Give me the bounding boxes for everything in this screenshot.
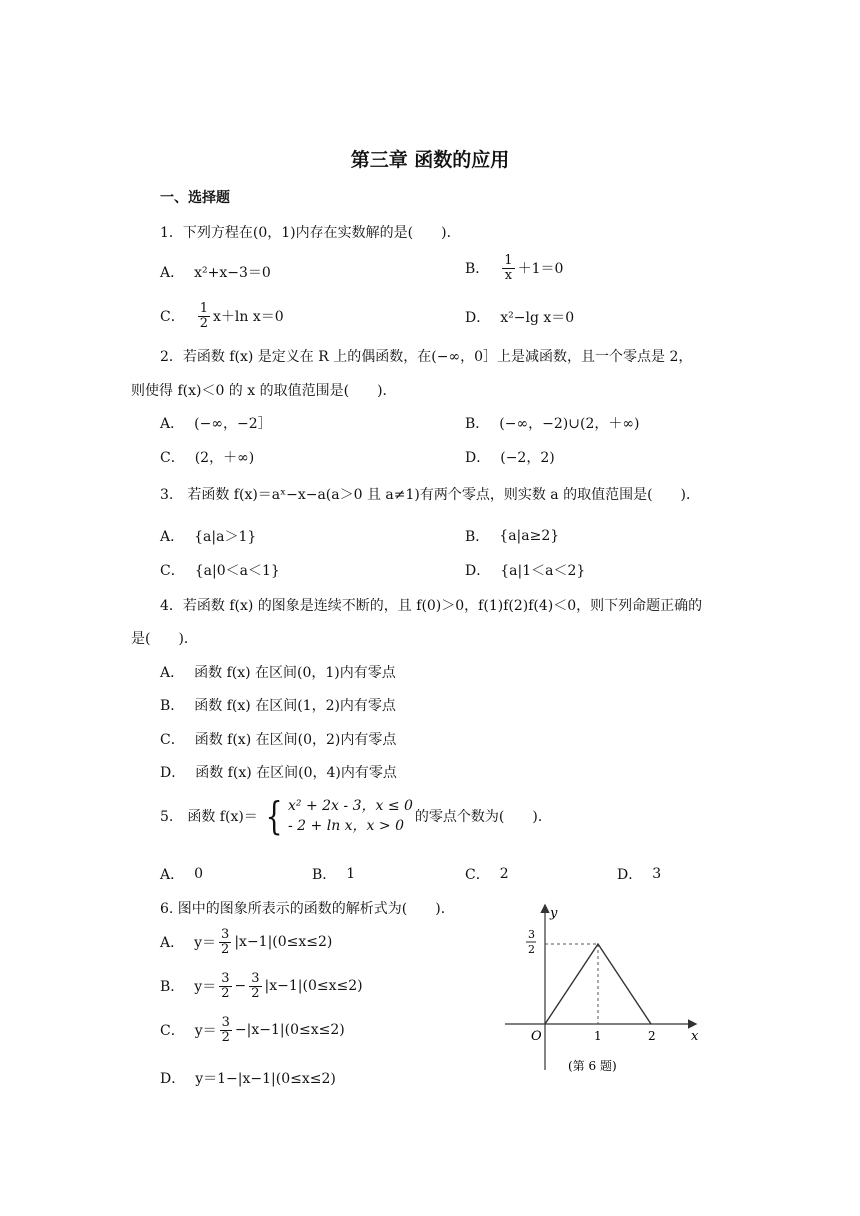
- option-label: B．: [465, 261, 490, 278]
- origin-label: O: [531, 1029, 542, 1044]
- q5-stem: [160, 796, 552, 837]
- q1-option-a[interactable]: [160, 262, 271, 282]
- q6-stem: 6. 图中的图象所表示的函数的解析式为( )．: [160, 901, 455, 917]
- fraction-numerator: 3: [221, 927, 230, 942]
- option-label: C．: [465, 867, 490, 883]
- fraction: [249, 972, 261, 1000]
- q4-option-c[interactable]: [160, 729, 396, 749]
- option-pre: y＝: [194, 979, 217, 996]
- q2-stem-line1: 2．若函数 f(x) 是定义在 R 上的偶函数，在(−∞，0］上是减函数，且一个零点是 2，: [160, 349, 693, 365]
- fraction-denominator: 2: [221, 985, 230, 1001]
- q1-option-b[interactable]: [465, 254, 563, 282]
- option-label: C．: [160, 450, 185, 466]
- option-label: A．: [160, 935, 185, 952]
- option-text: x²+x−3＝0: [194, 265, 271, 281]
- option-label: B．: [465, 529, 490, 545]
- q6-option-d[interactable]: [160, 1068, 336, 1088]
- fraction-numerator: 3: [221, 1015, 230, 1030]
- q2-option-d[interactable]: [465, 447, 555, 467]
- fraction-numerator: 1: [504, 253, 513, 268]
- option-text: 函数 f(x) 在区间(1，2)内有零点: [194, 698, 396, 714]
- option-label: B．: [160, 698, 185, 714]
- option-text: 2: [499, 866, 509, 882]
- fraction-denominator: 2: [221, 941, 230, 957]
- option-label: A．: [160, 867, 185, 883]
- option-text: 函数 f(x) 在区间(0，1)内有零点: [194, 665, 396, 681]
- fraction-numerator: 3: [221, 971, 230, 986]
- option-label: D．: [465, 310, 491, 326]
- option-label: D．: [465, 450, 491, 466]
- option-label: C．: [160, 563, 185, 579]
- q5-option-d[interactable]: [617, 864, 661, 884]
- q5-tail: 的零点个数为( )．: [414, 809, 552, 826]
- fraction-denominator: 2: [221, 1029, 230, 1045]
- option-label: A．: [160, 416, 185, 432]
- q5-option-c[interactable]: [465, 864, 509, 884]
- q4-stem-line2: 是( )．: [131, 631, 198, 647]
- fraction: [220, 1016, 232, 1044]
- left-brace: {: [265, 794, 283, 839]
- option-text: y＝1−|x−1|(0≤x≤2): [195, 1071, 336, 1087]
- option-text: ＋1＝0: [517, 261, 564, 278]
- option-text: (−∞，−2］: [194, 416, 272, 432]
- q4-stem-line1: 4．若函数 f(x) 的图象是连续不断的，且 f(0)＞0，f(1)f(2)f(4)＜0，则下列命题正确的: [160, 598, 703, 614]
- option-pre: y＝: [194, 1023, 217, 1040]
- option-label: D．: [617, 867, 643, 883]
- q6-graph-figure: [500, 900, 710, 1080]
- option-label: A．: [160, 665, 185, 681]
- option-text: |x−1|(0≤x≤2): [264, 978, 363, 995]
- y-axis-label: y: [550, 906, 558, 921]
- option-label: A．: [160, 265, 185, 281]
- x-tick-1: 1: [594, 1029, 602, 1043]
- option-text: 函数 f(x) 在区间(0，2)内有零点: [194, 732, 397, 748]
- option-text: 函数 f(x) 在区间(0，4)内有零点: [195, 765, 397, 781]
- option-text: {a|a≥2}: [499, 528, 560, 544]
- fraction-denominator: 2: [199, 315, 208, 331]
- option-text: |x−1|(0≤x≤2): [234, 934, 333, 951]
- q6-option-b[interactable]: [160, 972, 363, 1000]
- q1-option-d[interactable]: [465, 307, 574, 327]
- case-2: - 2 + ln x，x > 0: [288, 818, 404, 835]
- option-label: B．: [312, 867, 337, 883]
- q4-option-a[interactable]: [160, 662, 396, 682]
- fraction-denominator: x: [504, 267, 513, 283]
- q5-option-b[interactable]: [312, 864, 355, 884]
- q2-option-c[interactable]: [160, 447, 254, 467]
- option-text: {a|0＜a＜1}: [194, 563, 280, 579]
- q3-stem: 3. 若函数 f(x)＝aˣ−x−a(a＞0 且 a≠1)有两个零点，则实数 a 的取值范围是( )．: [160, 487, 701, 503]
- option-pre: y＝: [194, 935, 217, 952]
- q6-option-a[interactable]: [160, 928, 332, 956]
- case-1: x² + 2x - 3，x ≤ 0: [288, 798, 413, 814]
- q2-option-a[interactable]: [160, 413, 272, 433]
- option-label: D．: [160, 1071, 186, 1087]
- piecewise-cases: [288, 796, 413, 837]
- option-label: B．: [465, 416, 490, 432]
- fraction: [219, 972, 231, 1000]
- x-axis-label: x: [691, 1029, 699, 1044]
- option-label: D．: [160, 765, 186, 781]
- fraction: [502, 254, 514, 282]
- option-text: 3: [652, 866, 662, 882]
- option-label: C．: [160, 1023, 185, 1040]
- q5-lead: 5. 函数 f(x)＝: [160, 809, 258, 826]
- q1-stem: 1．下列方程在(0，1)内存在实数解的是( )．: [160, 225, 461, 241]
- option-label: C．: [160, 309, 185, 326]
- figure-caption: (第 6 题): [568, 1059, 617, 1073]
- fraction-numerator: 3: [251, 971, 260, 986]
- y-tick-denominator: 2: [528, 943, 535, 956]
- option-label: A．: [160, 529, 185, 545]
- x-tick-2: 2: [648, 1029, 656, 1043]
- q4-option-d[interactable]: [160, 762, 397, 782]
- q5-option-a[interactable]: [160, 864, 203, 884]
- option-text: x²−lg x＝0: [500, 310, 575, 326]
- option-text: 1: [346, 866, 356, 882]
- option-label: C．: [160, 732, 185, 748]
- option-text: x＋ln x＝0: [213, 309, 284, 326]
- page-title: 第三章 函数的应用: [350, 149, 510, 171]
- q3-option-a[interactable]: [160, 526, 256, 546]
- q3-option-c[interactable]: [160, 560, 280, 580]
- option-mid: −: [234, 978, 247, 995]
- q2-stem-line2: 则使得 f(x)＜0 的 x 的取值范围是( )．: [131, 383, 397, 399]
- option-text: {a|a＞1}: [194, 529, 257, 545]
- fraction: [198, 302, 210, 330]
- option-text: 0: [194, 866, 204, 882]
- option-text: −|x−1|(0≤x≤2): [234, 1022, 345, 1039]
- q2-option-b[interactable]: [465, 413, 639, 433]
- option-text: {a|1＜a＜2}: [500, 563, 586, 579]
- y-tick-numerator: 3: [528, 928, 535, 941]
- q3-option-b[interactable]: [465, 526, 559, 546]
- q1-option-c[interactable]: [160, 302, 284, 330]
- option-text: (2，＋∞): [194, 450, 255, 466]
- q4-option-b[interactable]: [160, 695, 396, 715]
- option-text: (−2，2): [500, 450, 555, 466]
- fraction-numerator: 1: [199, 301, 208, 316]
- option-label: D．: [465, 563, 491, 579]
- q3-option-d[interactable]: [465, 560, 585, 580]
- fraction-denominator: 2: [251, 985, 260, 1001]
- option-text: (−∞，−2)∪(2，＋∞): [499, 416, 640, 432]
- fraction: [219, 928, 231, 956]
- q6-option-c[interactable]: [160, 1016, 345, 1044]
- option-label: B．: [160, 979, 185, 996]
- section-heading: 一、选择题: [160, 190, 230, 206]
